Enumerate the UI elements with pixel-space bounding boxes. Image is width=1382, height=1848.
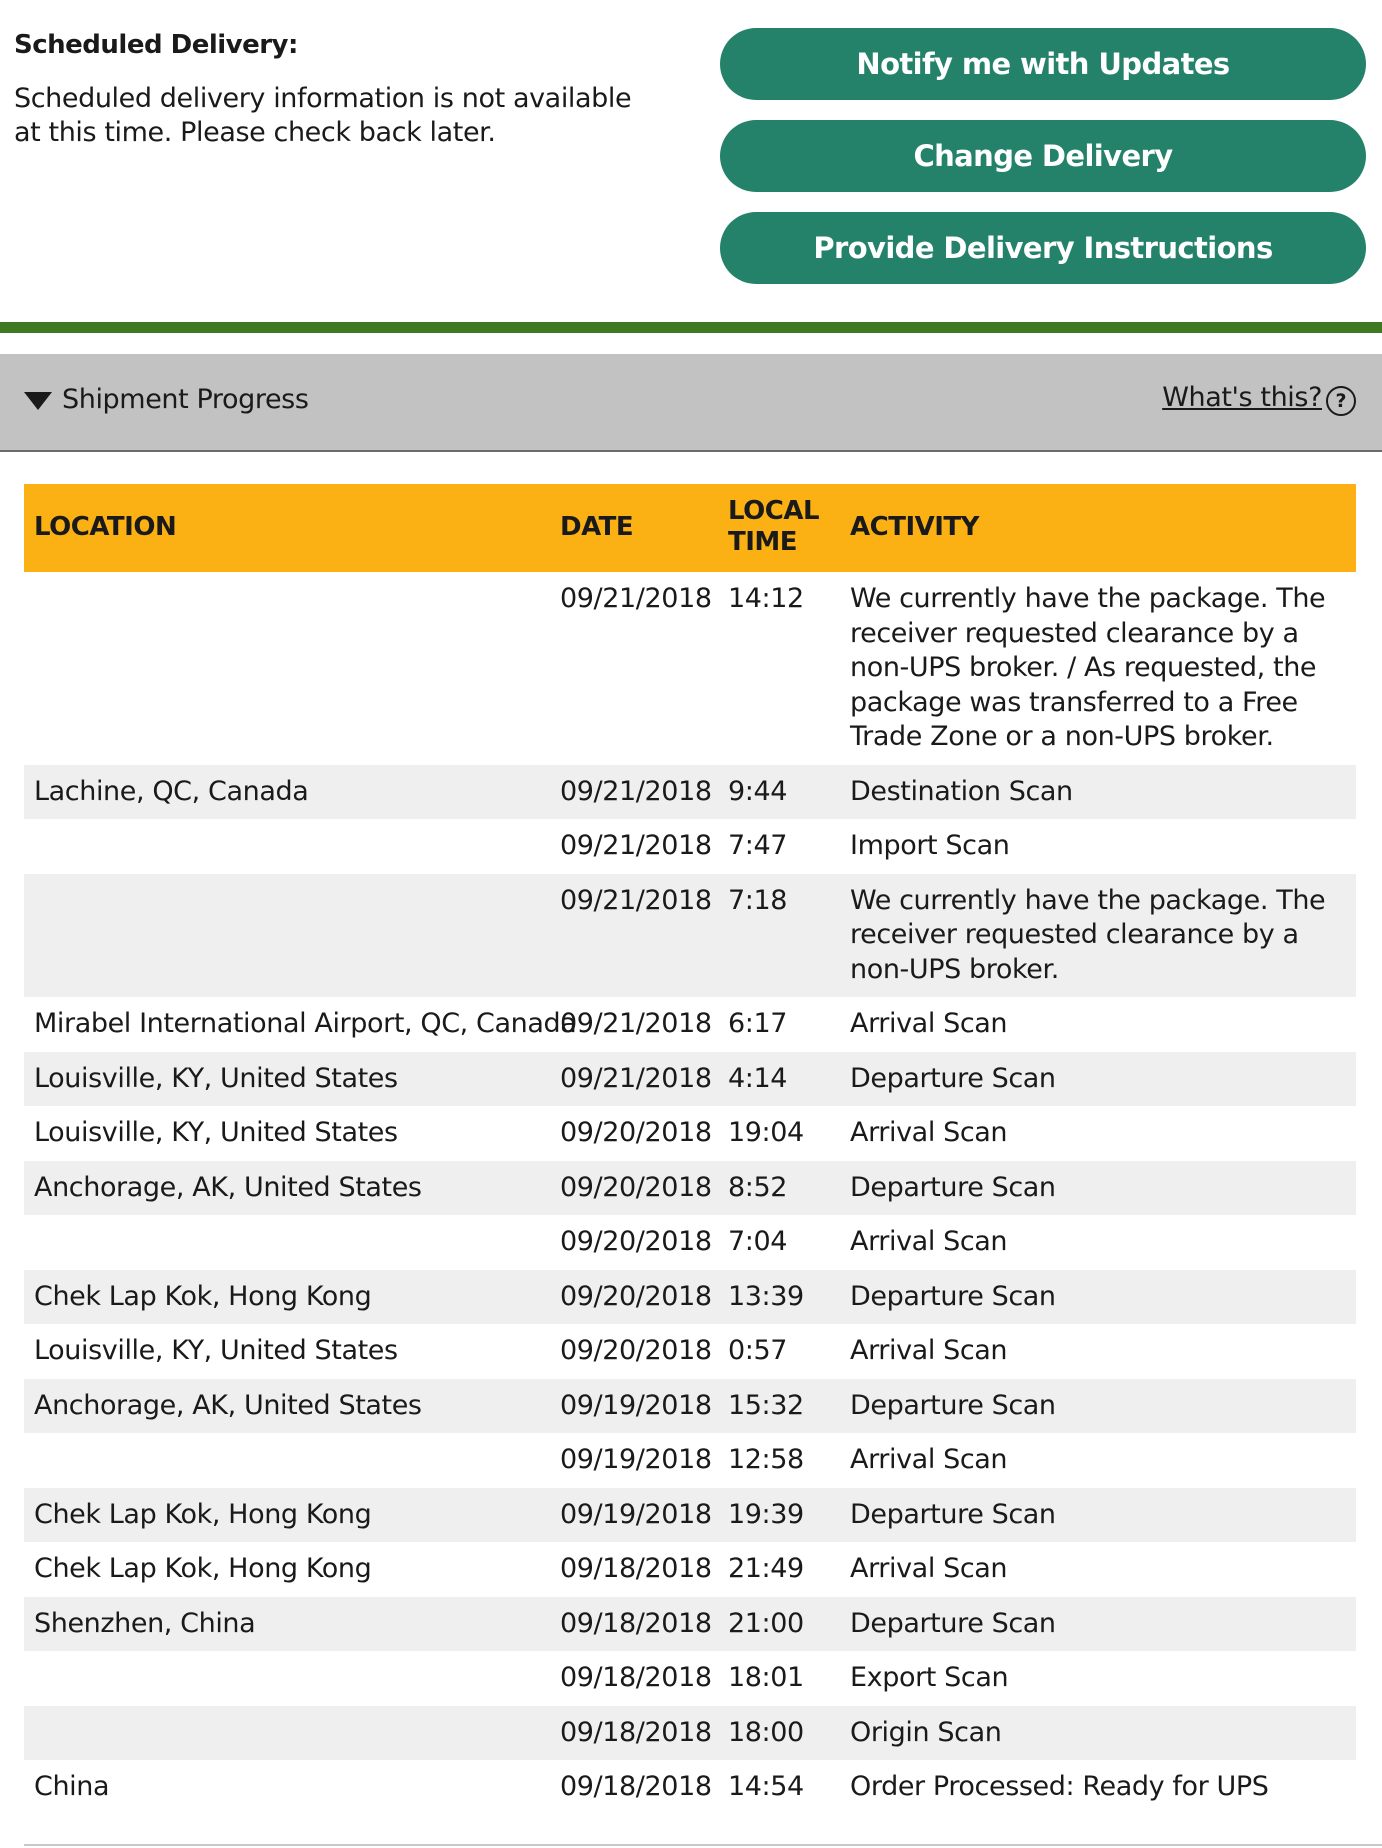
cell-date: 09/19/2018 xyxy=(560,1389,712,1421)
cell-time: 21:49 xyxy=(728,1553,804,1584)
cell-location: Shenzhen, China xyxy=(34,1607,256,1639)
cell-date: 09/21/2018 xyxy=(560,583,712,614)
table-header xyxy=(24,484,1356,572)
cell-activity: Arrival Scan xyxy=(850,1226,1008,1257)
cell-time: 6:17 xyxy=(728,1008,788,1039)
cell-time: 18:00 xyxy=(728,1716,804,1748)
cell-date: 09/18/2018 xyxy=(560,1607,712,1639)
cell-time: 7:04 xyxy=(728,1226,788,1257)
cell-date: 09/20/2018 xyxy=(560,1335,712,1366)
cell-activity: We currently have the package. The receiver requested clearance by a non-UPS broker. xyxy=(850,884,1326,985)
cell-location: Chek Lap Kok, Hong Kong xyxy=(34,1553,372,1584)
cell-activity: Import Scan xyxy=(850,830,1010,861)
cell-location: Chek Lap Kok, Hong Kong xyxy=(34,1280,372,1312)
cell-activity: Arrival Scan xyxy=(850,1553,1008,1584)
cell-time: 4:14 xyxy=(728,1062,788,1094)
triangle-down-icon[interactable] xyxy=(24,392,52,410)
cell-activity: Arrival Scan xyxy=(850,1117,1008,1148)
cell-location xyxy=(24,1651,560,1706)
cell-activity: Departure Scan xyxy=(850,1498,1056,1530)
table-row xyxy=(24,1215,1356,1270)
cell-location: Mirabel International Airport, QC, Canada xyxy=(34,1008,577,1039)
cell-location xyxy=(24,572,560,765)
table-row xyxy=(24,1379,1356,1434)
cell-activity: Departure Scan xyxy=(850,1062,1056,1094)
cell-activity: Departure Scan xyxy=(850,1280,1056,1312)
cell-date: 09/18/2018 xyxy=(560,1662,712,1693)
cell-location: China xyxy=(34,1771,110,1802)
cell-activity: Export Scan xyxy=(850,1662,1009,1693)
table-row xyxy=(24,1052,1356,1107)
cell-date: 09/20/2018 xyxy=(560,1117,712,1148)
whats-this-link[interactable]: What's this? xyxy=(1162,382,1322,413)
table-row xyxy=(24,572,1356,765)
question-circle-icon[interactable]: ? xyxy=(1326,386,1356,416)
cell-date: 09/18/2018 xyxy=(560,1771,712,1802)
cell-date: 09/21/2018 xyxy=(560,1062,712,1094)
cell-time: 18:01 xyxy=(728,1662,804,1693)
cell-date: 09/20/2018 xyxy=(560,1171,712,1203)
scheduled-delivery-title: Scheduled Delivery: xyxy=(14,30,298,60)
notify-updates-button[interactable]: Notify me with Updates xyxy=(720,28,1366,100)
table-body xyxy=(24,572,1356,1815)
table-row xyxy=(24,1651,1356,1706)
cell-activity: Departure Scan xyxy=(850,1389,1056,1421)
column-header-local-time: LOCAL TIME xyxy=(728,496,820,557)
cell-date: 09/19/2018 xyxy=(560,1444,712,1475)
cell-location: Anchorage, AK, United States xyxy=(34,1171,422,1203)
cell-location xyxy=(24,1433,560,1488)
cell-location: Louisville, KY, United States xyxy=(34,1062,398,1094)
cell-time: 7:18 xyxy=(728,884,788,916)
cell-activity: Order Processed: Ready for UPS xyxy=(850,1771,1269,1802)
cell-activity: We currently have the package. The receiver requested clearance by a non-UPS broker. / As requested, the package was transferred to a Free Trade Zone or a non-UPS broker. xyxy=(850,583,1326,752)
cell-date: 09/20/2018 xyxy=(560,1226,712,1257)
cell-time: 9:44 xyxy=(728,775,788,807)
shipment-progress-label[interactable]: Shipment Progress xyxy=(62,384,309,415)
cell-activity: Arrival Scan xyxy=(850,1444,1008,1475)
cell-location xyxy=(24,874,560,998)
cell-time: 14:54 xyxy=(728,1771,804,1802)
cell-activity: Departure Scan xyxy=(850,1607,1056,1639)
cell-date: 09/21/2018 xyxy=(560,775,712,807)
table-row xyxy=(24,819,1356,874)
cell-location: Chek Lap Kok, Hong Kong xyxy=(34,1498,372,1530)
cell-location: Anchorage, AK, United States xyxy=(34,1389,422,1421)
table-row xyxy=(24,1161,1356,1216)
delivery-instructions-button[interactable]: Provide Delivery Instructions xyxy=(720,212,1366,284)
cell-location: Louisville, KY, United States xyxy=(34,1117,398,1148)
cell-date: 09/21/2018 xyxy=(560,1008,712,1039)
cell-activity: Arrival Scan xyxy=(850,1008,1008,1039)
column-header-activity: ACTIVITY xyxy=(850,512,979,542)
cell-time: 13:39 xyxy=(728,1280,804,1312)
table-row xyxy=(24,1760,1356,1815)
cell-time: 21:00 xyxy=(728,1607,804,1639)
cell-location xyxy=(24,1215,560,1270)
scheduled-delivery-text: Scheduled delivery information is not available at this time. Please check back later. xyxy=(14,83,632,148)
cell-location xyxy=(24,819,560,874)
scheduled-delivery-section xyxy=(0,0,1382,322)
table-row xyxy=(24,1706,1356,1761)
shipment-progress-header[interactable] xyxy=(0,354,1382,452)
cell-activity: Destination Scan xyxy=(850,775,1073,807)
cell-time: 7:47 xyxy=(728,830,788,861)
table-bottom-divider xyxy=(24,1844,1382,1846)
cell-date: 09/19/2018 xyxy=(560,1498,712,1530)
cell-activity: Departure Scan xyxy=(850,1171,1056,1203)
cell-date: 09/21/2018 xyxy=(560,884,712,916)
cell-time: 12:58 xyxy=(728,1444,804,1475)
column-header-location: LOCATION xyxy=(34,512,177,542)
cell-time: 19:04 xyxy=(728,1117,804,1148)
table-row xyxy=(24,1488,1356,1543)
cell-time: 8:52 xyxy=(728,1171,788,1203)
section-divider xyxy=(0,322,1382,333)
cell-date: 09/18/2018 xyxy=(560,1716,712,1748)
cell-date: 09/20/2018 xyxy=(560,1280,712,1312)
table-row xyxy=(24,765,1356,820)
table-row xyxy=(24,874,1356,998)
cell-time: 14:12 xyxy=(728,583,804,614)
cell-time: 15:32 xyxy=(728,1389,804,1421)
cell-time: 0:57 xyxy=(728,1335,788,1366)
cell-date: 09/18/2018 xyxy=(560,1553,712,1584)
change-delivery-button[interactable]: Change Delivery xyxy=(720,120,1366,192)
table-row xyxy=(24,1597,1356,1652)
table-row xyxy=(24,1433,1356,1488)
cell-date: 09/21/2018 xyxy=(560,830,712,861)
table-row xyxy=(24,1542,1356,1597)
cell-activity: Arrival Scan xyxy=(850,1335,1008,1366)
cell-time: 19:39 xyxy=(728,1498,804,1530)
cell-location: Lachine, QC, Canada xyxy=(34,775,309,807)
cell-location: Louisville, KY, United States xyxy=(34,1335,398,1366)
table-row xyxy=(24,997,1356,1052)
table-row xyxy=(24,1106,1356,1161)
table-row xyxy=(24,1324,1356,1379)
cell-location xyxy=(24,1706,560,1761)
column-header-date: DATE xyxy=(560,512,634,542)
table-row xyxy=(24,1270,1356,1325)
shipment-progress-table xyxy=(24,484,1356,1815)
cell-activity: Origin Scan xyxy=(850,1716,1002,1748)
